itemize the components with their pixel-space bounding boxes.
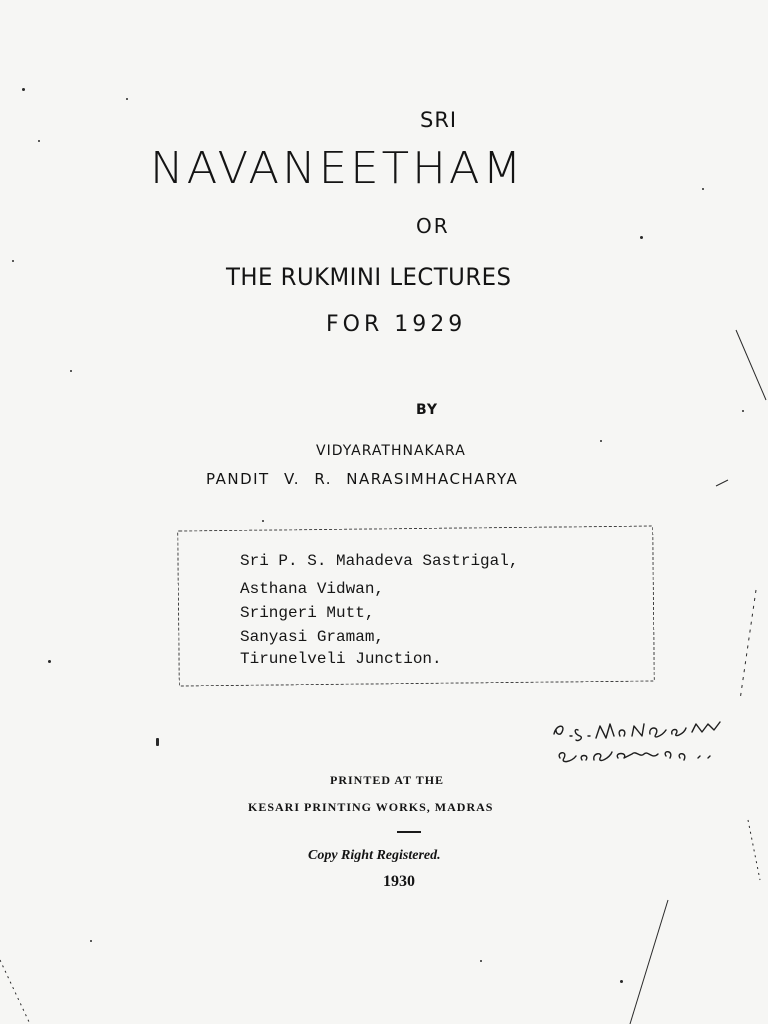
byline-label: BY bbox=[416, 402, 439, 418]
stamp-line: Asthana Vidwan, bbox=[240, 580, 385, 598]
copyright-notice: Copy Right Registered. bbox=[308, 848, 441, 863]
publication-year: 1930 bbox=[383, 873, 415, 890]
imprint-divider bbox=[397, 831, 421, 833]
handwritten-signature bbox=[548, 700, 728, 780]
title-conjunction: OR bbox=[416, 214, 450, 238]
book-title: NAVANEETHAM bbox=[150, 143, 525, 194]
imprint-press: KESARI PRINTING WORKS, MADRAS bbox=[248, 800, 494, 814]
imprint-printed-at: PRINTED AT THE bbox=[330, 773, 445, 787]
book-subtitle: THE RUKMINI LECTURES bbox=[226, 263, 512, 291]
title-prefix: SRI bbox=[420, 108, 458, 132]
stamp-line: Sringeri Mutt, bbox=[240, 604, 375, 622]
lecture-year: FOR 1929 bbox=[326, 312, 467, 337]
stamp-line: Tirunelveli Junction. bbox=[240, 650, 442, 668]
author-name: PANDIT V. R. NARASIMHACHARYA bbox=[206, 470, 519, 488]
stamp-line: Sri P. S. Mahadeva Sastrigal, bbox=[240, 552, 519, 570]
author-honorific: VIDYARATHNAKARA bbox=[316, 443, 466, 459]
stamp-line: Sanyasi Gramam, bbox=[240, 628, 385, 646]
